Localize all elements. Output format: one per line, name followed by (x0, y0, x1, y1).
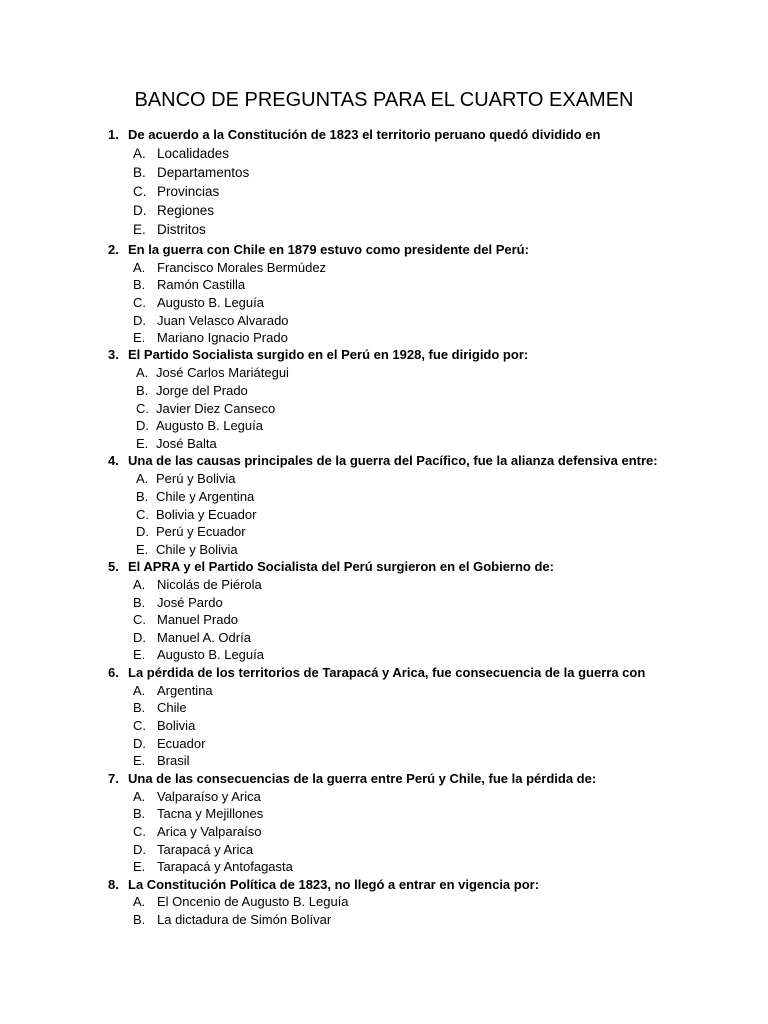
option-text: Juan Velasco Alvarado (157, 313, 289, 328)
question-number: 7. (108, 771, 119, 786)
option-text: José Pardo (157, 595, 223, 610)
answer-option (133, 221, 206, 238)
option-text: Mariano Ignacio Prado (157, 330, 288, 345)
question-text: El APRA y el Partido Socialista del Perú surgieron en el Gobierno de: (128, 559, 554, 574)
question-number: 3. (108, 347, 119, 362)
option-text: Tacna y Mejillones (157, 806, 264, 821)
option-text: Brasil (157, 753, 190, 768)
answer-option (136, 400, 275, 417)
option-letter: E. (133, 330, 146, 345)
option-letter: E. (133, 753, 146, 768)
answer-option (133, 805, 263, 822)
option-letter: D. (133, 313, 146, 328)
option-letter: A. (133, 577, 146, 592)
answer-option (133, 259, 326, 276)
question-number: 6. (108, 665, 119, 680)
option-text: Javier Diez Canseco (156, 401, 276, 416)
option-letter: B. (133, 277, 146, 292)
option-text: Regiones (157, 203, 215, 218)
question-3 (108, 346, 528, 363)
answer-option (136, 523, 246, 540)
option-letter: D. (133, 203, 147, 218)
option-letter: E. (133, 859, 146, 874)
option-text: Augusto B. Leguía (157, 295, 264, 310)
option-letter: E. (136, 436, 149, 451)
option-letter: B. (133, 806, 146, 821)
option-text: Ecuador (157, 736, 206, 751)
question-4 (108, 452, 658, 469)
option-letter: A. (136, 365, 149, 380)
answer-option (133, 312, 289, 329)
answer-option (136, 417, 263, 434)
answer-option (133, 893, 349, 910)
answer-option (133, 752, 190, 769)
option-letter: A. (133, 146, 146, 161)
answer-option (133, 576, 262, 593)
option-letter: D. (136, 524, 149, 539)
question-2 (108, 241, 529, 258)
option-letter: C. (133, 184, 147, 199)
option-text: José Carlos Mariátegui (156, 365, 289, 380)
option-letter: B. (133, 595, 146, 610)
option-text: Manuel Prado (157, 612, 238, 627)
option-text: Argentina (157, 683, 213, 698)
answer-option (136, 382, 248, 399)
answer-option (133, 717, 195, 734)
answer-option (133, 183, 219, 200)
question-1 (108, 126, 600, 143)
option-letter: B. (136, 383, 149, 398)
option-text: Ramón Castilla (157, 277, 246, 292)
option-letter: E. (133, 222, 146, 237)
option-text: Jorge del Prado (156, 383, 248, 398)
option-letter: B. (133, 700, 146, 715)
option-text: Augusto B. Leguía (156, 418, 263, 433)
question-number: 5. (108, 559, 119, 574)
option-text: Valparaíso y Arica (157, 789, 261, 804)
answer-option (133, 629, 251, 646)
option-text: Francisco Morales Bermúdez (157, 260, 327, 275)
answer-option (133, 735, 205, 752)
option-text: La dictadura de Simón Bolívar (157, 912, 332, 927)
option-text: Localidades (157, 146, 230, 161)
option-text: Distritos (157, 222, 206, 237)
option-letter: C. (136, 507, 149, 522)
answer-option (133, 145, 229, 162)
question-text: La Constitución Política de 1823, no llegó a entrar en vigencia por: (128, 877, 540, 892)
answer-option (133, 841, 253, 858)
option-text: Chile y Argentina (156, 489, 255, 504)
option-letter: C. (133, 718, 146, 733)
question-7 (108, 770, 596, 787)
option-text: Chile y Bolivia (156, 542, 238, 557)
option-text: Arica y Valparaíso (157, 824, 262, 839)
question-number: 2. (108, 242, 119, 257)
answer-option (136, 435, 217, 452)
option-letter: A. (133, 894, 146, 909)
answer-option (133, 329, 288, 346)
option-text: Bolivia (157, 718, 196, 733)
option-letter: A. (136, 471, 149, 486)
option-text: José Balta (156, 436, 217, 451)
option-letter: A. (133, 683, 146, 698)
option-letter: D. (136, 418, 149, 433)
question-text: De acuerdo a la Constitución de 1823 el territorio peruano quedó dividido en (128, 127, 601, 142)
question-text: En la guerra con Chile en 1879 estuvo como presidente del Perú: (128, 242, 529, 257)
answer-option (136, 506, 256, 523)
option-text: Bolivia y Ecuador (156, 507, 257, 522)
answer-option (136, 488, 254, 505)
option-text: Tarapacá y Arica (157, 842, 254, 857)
answer-option (133, 202, 214, 219)
option-text: Chile (157, 700, 187, 715)
answer-option (133, 646, 264, 663)
answer-option (136, 364, 289, 381)
option-text: Provincias (157, 184, 220, 199)
option-text: Departamentos (157, 165, 250, 180)
option-letter: E. (133, 647, 146, 662)
answer-option (133, 682, 213, 699)
option-letter: C. (133, 295, 146, 310)
question-6 (108, 664, 645, 681)
document-title: BANCO DE PREGUNTAS PARA EL CUARTO EXAMEN (134, 89, 634, 111)
option-letter: C. (133, 824, 146, 839)
answer-option (133, 858, 293, 875)
option-letter: B. (133, 912, 146, 927)
option-text: Augusto B. Leguía (157, 647, 264, 662)
question-text: Una de las consecuencias de la guerra entre Perú y Chile, fue la pérdida de: (128, 771, 597, 786)
question-text: El Partido Socialista surgido en el Perú en 1928, fue dirigido por: (128, 347, 529, 362)
answer-option (133, 276, 245, 293)
option-letter: B. (136, 489, 149, 504)
option-text: Manuel A. Odría (157, 630, 251, 645)
answer-option (136, 470, 235, 487)
question-5 (108, 558, 554, 575)
option-text: Tarapacá y Antofagasta (157, 859, 293, 874)
answer-option (133, 594, 223, 611)
option-letter: C. (136, 401, 149, 416)
option-letter: B. (133, 165, 146, 180)
answer-option (133, 294, 264, 311)
option-letter: A. (133, 789, 146, 804)
answer-option (133, 788, 261, 805)
answer-option (133, 611, 238, 628)
option-letter: D. (133, 630, 146, 645)
option-letter: A. (133, 260, 146, 275)
question-text: La pérdida de los territorios de Tarapacá y Arica, fue consecuencia de la guerra con (128, 665, 646, 680)
option-text: Perú y Bolivia (156, 471, 236, 486)
answer-option (133, 164, 249, 181)
option-letter: D. (133, 842, 146, 857)
question-number: 1. (108, 127, 119, 142)
question-number: 8. (108, 877, 119, 892)
question-text: Una de las causas principales de la guerra del Pacífico, fue la alianza defensiva entre: (128, 453, 658, 468)
question-8 (108, 876, 539, 893)
answer-option (133, 699, 187, 716)
option-text: Nicolás de Piérola (157, 577, 262, 592)
question-number: 4. (108, 453, 119, 468)
option-text: Perú y Ecuador (156, 524, 246, 539)
option-letter: E. (136, 542, 149, 557)
answer-option (133, 823, 262, 840)
option-text: El Oncenio de Augusto B. Leguía (157, 894, 349, 909)
option-letter: C. (133, 612, 146, 627)
answer-option (136, 541, 238, 558)
answer-option (133, 911, 331, 928)
option-letter: D. (133, 736, 146, 751)
